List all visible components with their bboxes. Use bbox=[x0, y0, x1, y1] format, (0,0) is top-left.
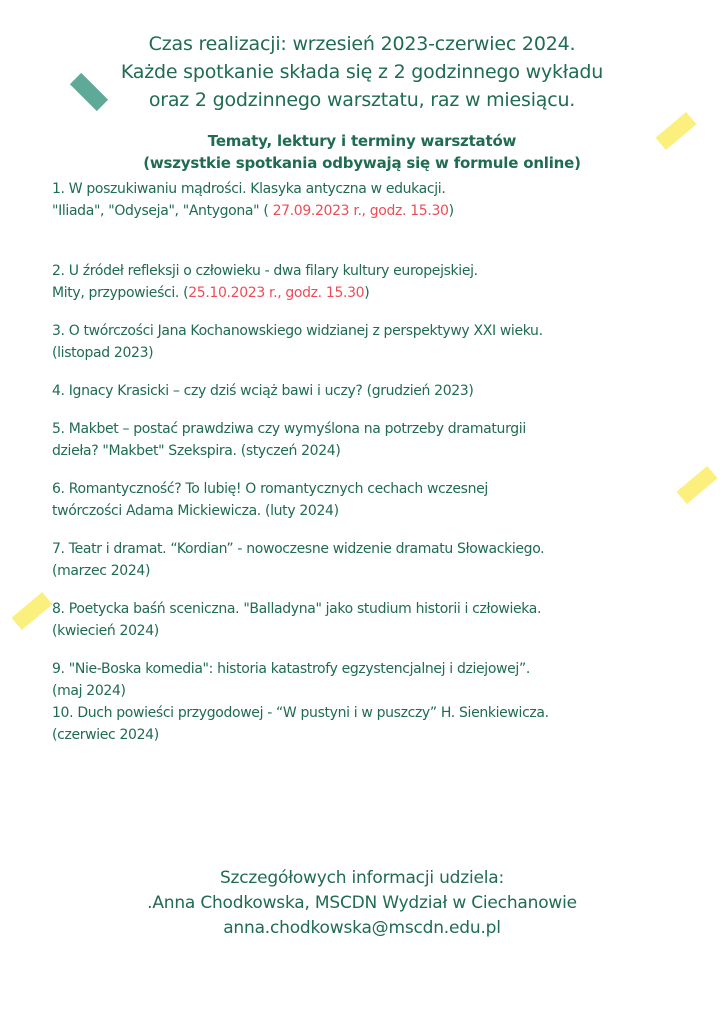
topic-date: 25.10.2023 r., godz. 15.30 bbox=[188, 285, 365, 301]
topic-date: (czerwiec 2024) bbox=[52, 727, 159, 743]
contact-info bbox=[0, 866, 724, 941]
topics-heading bbox=[0, 130, 724, 174]
topic-item-10 bbox=[52, 702, 717, 746]
topic-item-8 bbox=[52, 598, 717, 642]
topic-paren: ) bbox=[448, 203, 454, 219]
topics-list bbox=[52, 178, 717, 746]
contact-email: anna.chodkowska@mscdn.edu.pl bbox=[223, 918, 501, 938]
topic-title: 9. "Nie-Boska komedia": historia katastrofy egzystencjalnej i dziejowej”. bbox=[52, 661, 530, 677]
contact-line: Szczegółowych informacji udziela: bbox=[219, 868, 505, 888]
topic-title: 1. W poszukiwaniu mądrości. Klasyka antyczna w edukacji. bbox=[52, 181, 446, 197]
topic-paren: ) bbox=[364, 285, 370, 301]
topic-date: (marzec 2024) bbox=[52, 563, 151, 579]
intro-line: Każde spotkanie składa się z 2 godzinnego wykładu bbox=[120, 61, 604, 83]
topic-date: (maj 2024) bbox=[52, 683, 126, 699]
topic-item-7 bbox=[52, 538, 717, 582]
topic-title: 2. U źródeł refleksji o człowieku - dwa filary kultury europejskiej. bbox=[52, 263, 478, 279]
topic-title: 5. Makbet – postać prawdziwa czy wymyślona na potrzeby dramaturgii bbox=[52, 421, 526, 437]
topic-date: (kwiecień 2024) bbox=[52, 623, 159, 639]
yellow-tape-decoration bbox=[12, 592, 53, 630]
topic-date: (listopad 2023) bbox=[52, 345, 154, 361]
intro-line: Czas realizacji: wrzesień 2023-czerwiec 2024. bbox=[148, 33, 576, 55]
topic-title: 7. Teatr i dramat. “Kordian” - nowoczesne widzenie dramatu Słowackiego. bbox=[52, 541, 545, 557]
heading-line: (wszystkie spotkania odbywają się w formule online) bbox=[143, 154, 581, 172]
topic-item-4 bbox=[52, 380, 717, 402]
topic-item-5 bbox=[52, 418, 717, 462]
heading-line: Tematy, lektury i terminy warsztatów bbox=[207, 132, 517, 150]
topic-item-1 bbox=[52, 178, 717, 222]
topic-item-2 bbox=[52, 260, 717, 304]
topic-readings: Mity, przypowieści. ( bbox=[52, 285, 189, 301]
schedule-intro bbox=[0, 30, 724, 114]
topic-title: 6. Romantyczność? To lubię! O romantycznych cechach wczesnej bbox=[52, 481, 488, 497]
topic-details: twórczości Adama Mickiewicza. (luty 2024) bbox=[52, 503, 339, 519]
topic-title: 4. Ignacy Krasicki – czy dziś wciąż bawi i uczy? (grudzień 2023) bbox=[52, 383, 474, 399]
topic-item-9 bbox=[52, 658, 717, 702]
topic-readings: "Iliada", "Odyseja", "Antygona" ( bbox=[52, 203, 273, 219]
topic-details: dzieła? "Makbet" Szekspira. (styczeń 2024) bbox=[52, 443, 341, 459]
intro-line: oraz 2 godzinnego warsztatu, raz w miesiącu. bbox=[148, 89, 576, 111]
topic-item-6 bbox=[52, 478, 717, 522]
topic-title: 3. O twórczości Jana Kochanowskiego widzianej z perspektywy XXI wieku. bbox=[52, 323, 543, 339]
topic-details bbox=[52, 200, 717, 222]
contact-person: .Anna Chodkowska, MSCDN Wydział w Ciechanowie bbox=[147, 893, 577, 913]
topic-details bbox=[52, 282, 717, 304]
topic-item-3 bbox=[52, 320, 717, 364]
topic-date: 27.09.2023 r., godz. 15.30 bbox=[272, 203, 449, 219]
topic-title: 8. Poetycka baśń sceniczna. "Balladyna" jako studium historii i człowieka. bbox=[52, 601, 542, 617]
topic-title: 10. Duch powieści przygodowej - “W pustyni i w puszczy” H. Sienkiewicza. bbox=[52, 705, 549, 721]
